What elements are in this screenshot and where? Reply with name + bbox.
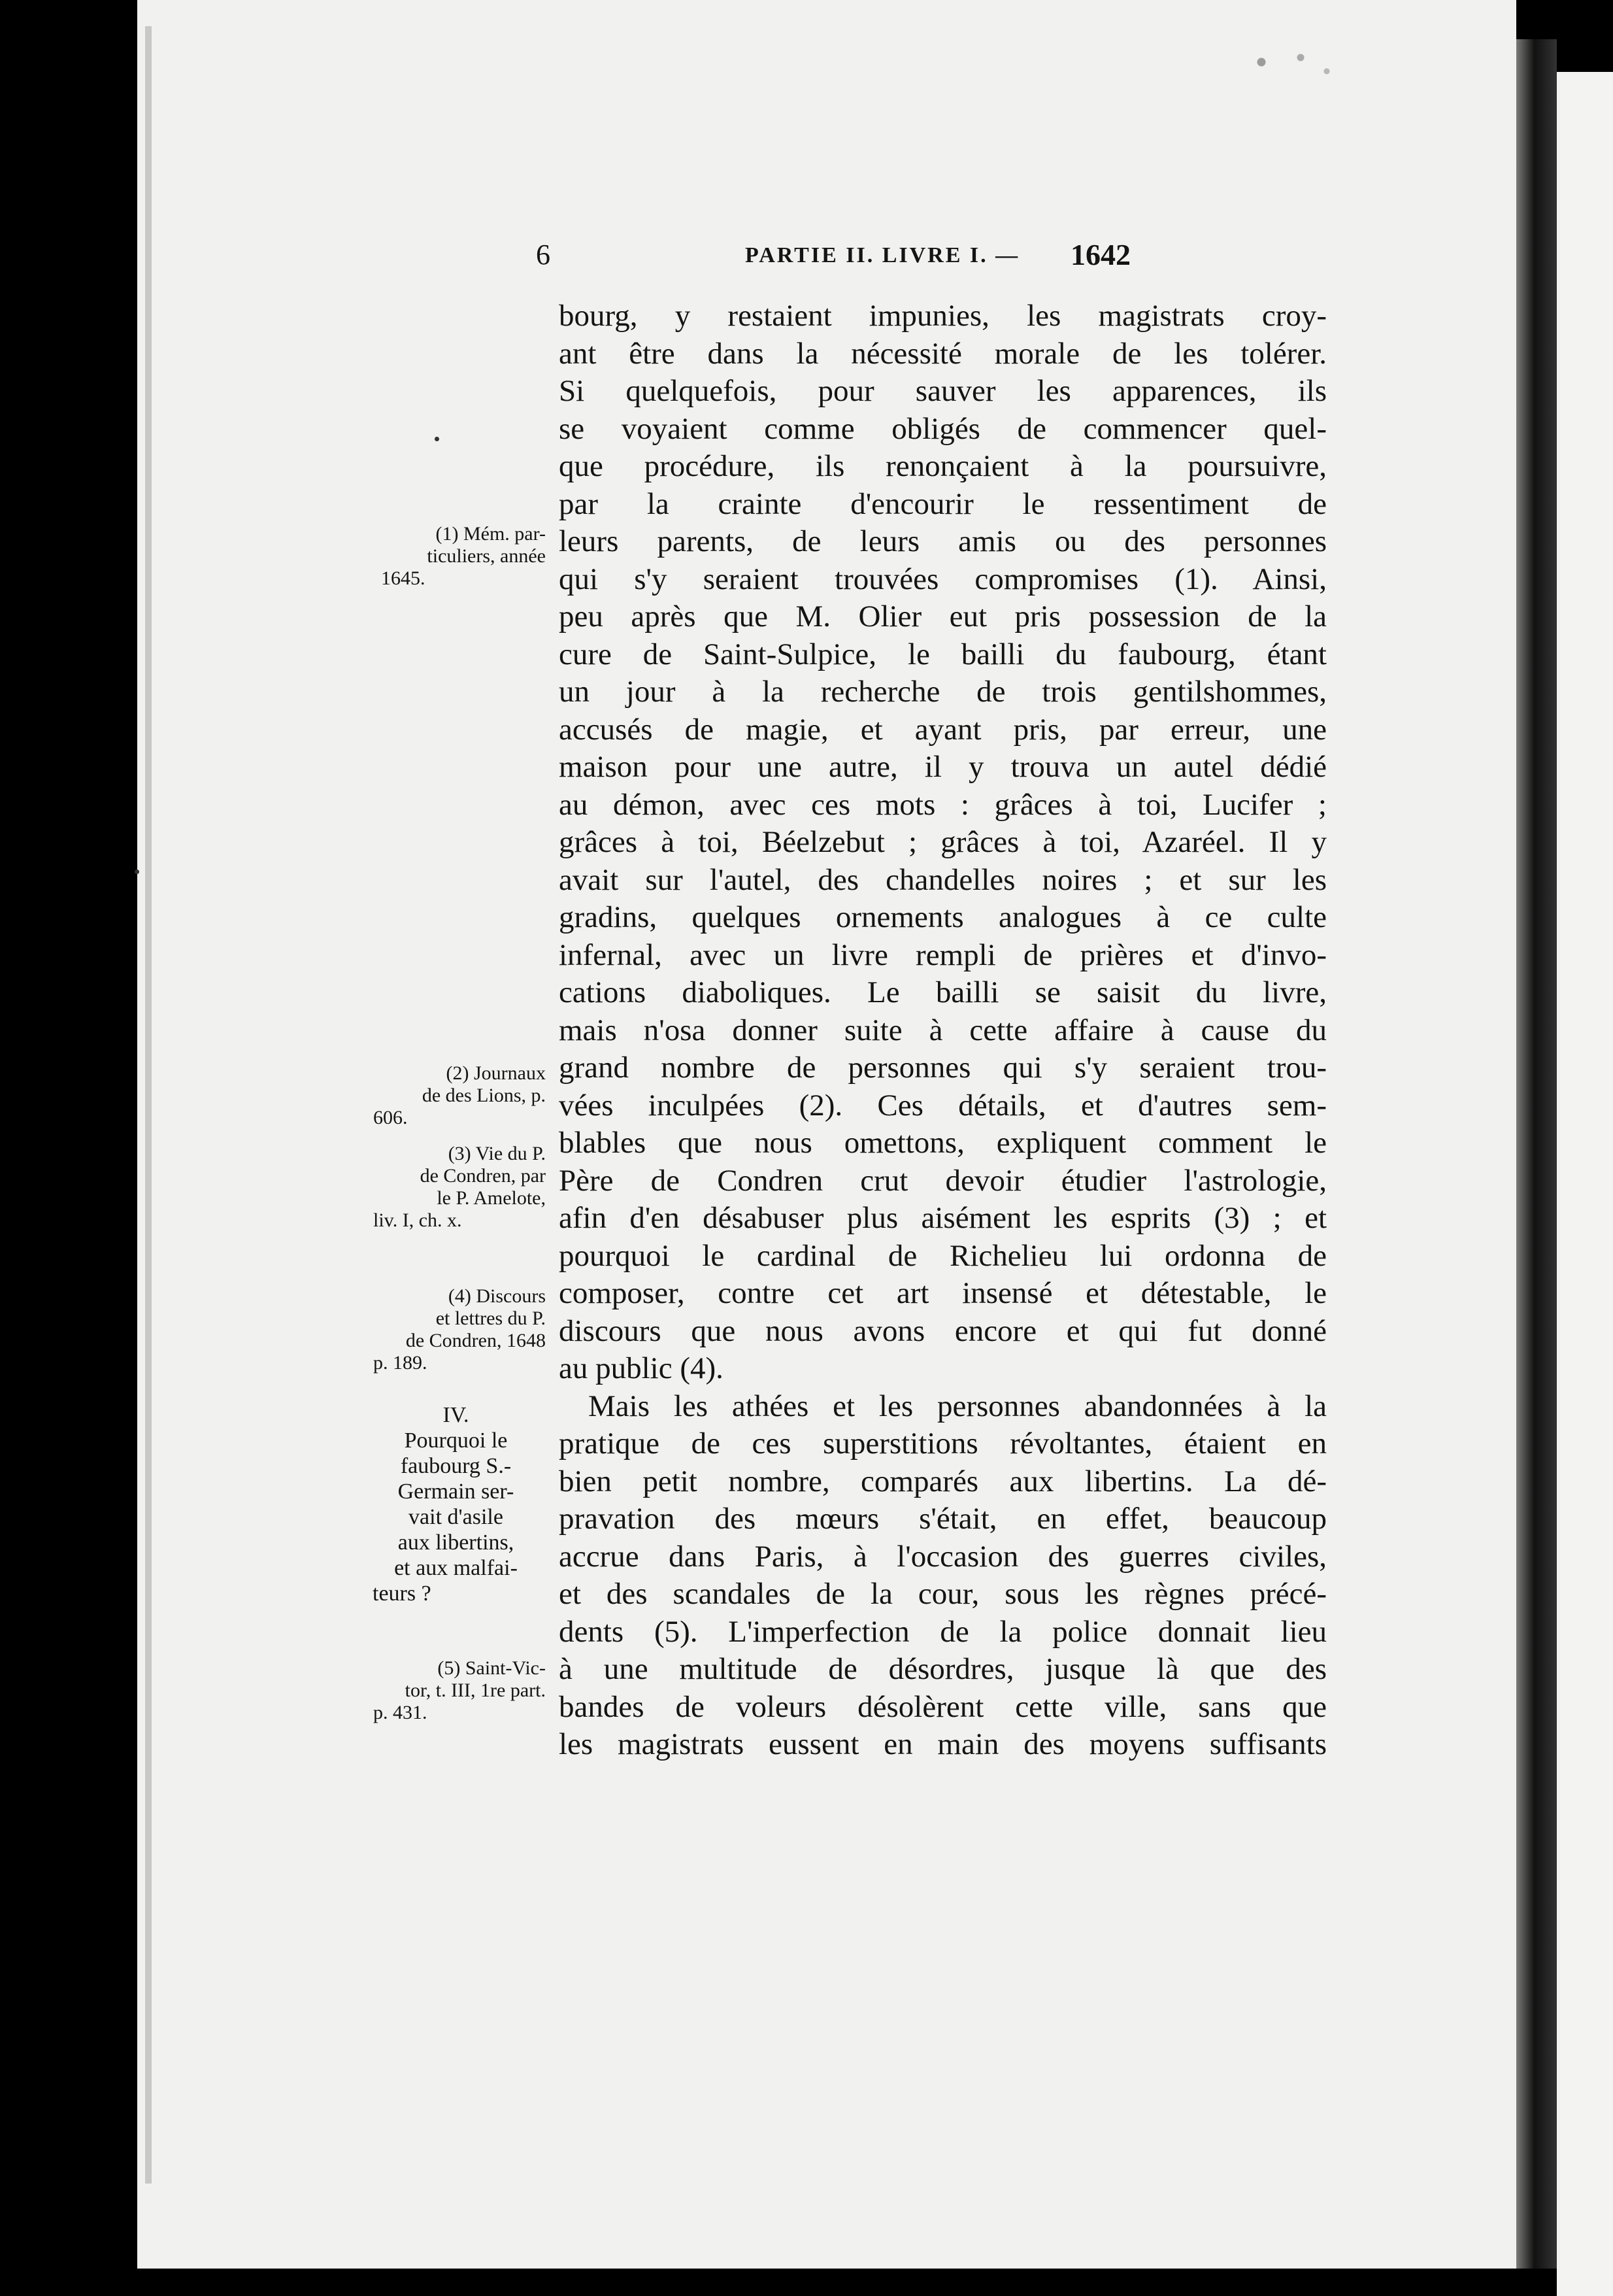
section-note-line: Pourquoi le [404, 1428, 508, 1453]
body-text-line: que procédure, ils renonçaient à la poursuivre, [559, 449, 1327, 483]
margin-note-line: et lettres du P. [435, 1308, 546, 1329]
section-summary-note [366, 1402, 546, 1606]
section-note-line: Germain ser- [397, 1479, 514, 1504]
facing-page-edge [1557, 72, 1613, 2296]
body-text-line: ant être dans la nécessité morale de les tolérer. [559, 336, 1327, 371]
body-text-line: mais n'osa donner suite à cette affaire à cause du [559, 1013, 1327, 1047]
body-text-line: au public (4). [559, 1351, 723, 1385]
body-text-line: bandes de voleurs désolèrent cette ville, sans que [559, 1689, 1327, 1724]
margin-note-2 [369, 1062, 546, 1129]
body-text-line: infernal, avec un livre rempli de prières et d'invo- [559, 937, 1327, 972]
scan-speckle [1222, 39, 1353, 85]
section-note-line: faubourg S.- [400, 1454, 512, 1478]
body-text-line: qui s'y seraient trouvées compromises (1). Ainsi, [559, 562, 1327, 596]
body-text-line: Si quelquefois, pour sauver les apparences, ils [559, 374, 1327, 408]
margin-note-line: (5) Saint-Vic- [437, 1657, 546, 1679]
body-text-line: bien petit nombre, comparés aux libertins. La dé- [559, 1464, 1327, 1498]
margin-note-line: de des Lions, p. [422, 1085, 546, 1106]
margin-note-line: tor, t. III, 1re part. [405, 1680, 546, 1701]
body-text-line: accrue dans Paris, à l'occasion des guerres civiles, [559, 1539, 1327, 1574]
margin-note-line: (3) Vie du P. [448, 1143, 546, 1164]
body-text-line: grand nombre de personnes qui s'y seraient trou- [559, 1051, 1327, 1085]
running-head: PARTIE II. LIVRE I. — [745, 243, 1020, 267]
section-number: IV. [442, 1403, 469, 1427]
section-note-line: et aux malfai- [394, 1556, 518, 1580]
body-text-line: se voyaient comme obligés de commencer quel- [559, 411, 1327, 446]
body-text-line: à une multitude de désordres, jusque là que des [559, 1652, 1327, 1686]
margin-note-line: p. 431. [373, 1702, 427, 1723]
margin-note-line: de Condren, 1648 [405, 1330, 546, 1351]
margin-note-line: ticuliers, année [427, 545, 546, 567]
body-text-line: peu après que M. Olier eut pris possession de la [559, 599, 1327, 633]
body-text-line: Mais les athées et les personnes abandonnées à la [588, 1389, 1327, 1423]
body-text-line: maison pour une autre, il y trouva un autel dédié [559, 750, 1327, 784]
body-text-line: dents (5). L'imperfection de la police donnait lieu [559, 1614, 1327, 1649]
margin-note-line: 606. [373, 1107, 408, 1128]
body-text-line: un jour à la recherche de trois gentilshommes, [559, 675, 1327, 709]
body-text-line: cations diaboliques. Le bailli se saisit du livre, [559, 975, 1327, 1009]
page-edge-left [145, 26, 152, 2184]
body-text-line: bourg, y restaient impunies, les magistrats croy- [559, 299, 1327, 333]
stray-mark [435, 437, 439, 441]
body-text-line: accusés de magie, et ayant pris, par erreur, une [559, 712, 1327, 747]
body-text-line: discours que nous avons encore et qui fut donné [559, 1313, 1327, 1348]
page-header [536, 235, 1320, 281]
body-text-line: afin d'en désabuser plus aisément les esprits (3) ; et [559, 1201, 1327, 1235]
body-text-line: et des scandales de la cour, sous les règnes précé- [559, 1577, 1327, 1611]
margin-note-line: (2) Journaux [446, 1062, 546, 1084]
body-text-line: au démon, avec ces mots : grâces à toi, Lucifer ; [559, 787, 1327, 822]
margin-note-line: de Condren, par [420, 1165, 546, 1187]
margin-note-line: (1) Mém. par- [435, 523, 546, 545]
gutter-shadow [1516, 39, 1557, 2269]
section-note-line: teurs ? [373, 1581, 431, 1606]
body-text-line: avait sur l'autel, des chandelles noires ; et sur les [559, 862, 1327, 897]
body-text-line: gradins, quelques ornements analogues à ce culte [559, 900, 1327, 934]
section-note-line: aux libertins, [397, 1530, 514, 1555]
margin-note-line: p. 189. [373, 1352, 427, 1374]
body-text-line: pourquoi le cardinal de Richelieu lui ordonna de [559, 1238, 1327, 1273]
margin-note-3 [369, 1143, 546, 1232]
main-text-column [559, 297, 1327, 1764]
body-text-line: vées inculpées (2). Ces détails, et d'autres sem- [559, 1088, 1327, 1123]
margin-note-5 [369, 1657, 546, 1724]
body-text-line: leurs parents, de leurs amis ou des personnes [559, 524, 1327, 558]
margin-note-1 [369, 523, 546, 590]
margin-note-line: liv. I, ch. x. [373, 1209, 462, 1231]
margin-note-line: 1645. [381, 567, 425, 589]
page-number: 6 [536, 239, 550, 271]
body-text-line: grâces à toi, Béelzebut ; grâces à toi, Azaréel. Il y [559, 825, 1327, 859]
stray-mark [135, 869, 139, 874]
running-head-year: 1642 [1071, 238, 1131, 271]
body-text-line: composer, contre cet art insensé et détestable, le [559, 1276, 1327, 1310]
margin-note-line: (4) Discours [448, 1285, 546, 1307]
body-text-line: Père de Condren crut devoir étudier l'astrologie, [559, 1163, 1327, 1198]
body-text-line: les magistrats eussent en main des moyens suffisants [559, 1727, 1327, 1761]
body-text-line: cure de Saint-Sulpice, le bailli du faubourg, étant [559, 637, 1327, 671]
body-text-line: blables que nous omettons, expliquent comment le [559, 1126, 1327, 1160]
section-note-line: vait d'asile [408, 1505, 503, 1529]
margin-note-4 [369, 1285, 546, 1374]
margin-note-line: le P. Amelote, [437, 1187, 546, 1209]
body-text-line: pratique de ces superstitions révoltantes, étaient en [559, 1427, 1327, 1460]
body-text-line: par la crainte d'encourir le ressentiment de [559, 486, 1327, 521]
body-text-line: pravation des mœurs s'était, en effet, beaucoup [559, 1502, 1327, 1536]
